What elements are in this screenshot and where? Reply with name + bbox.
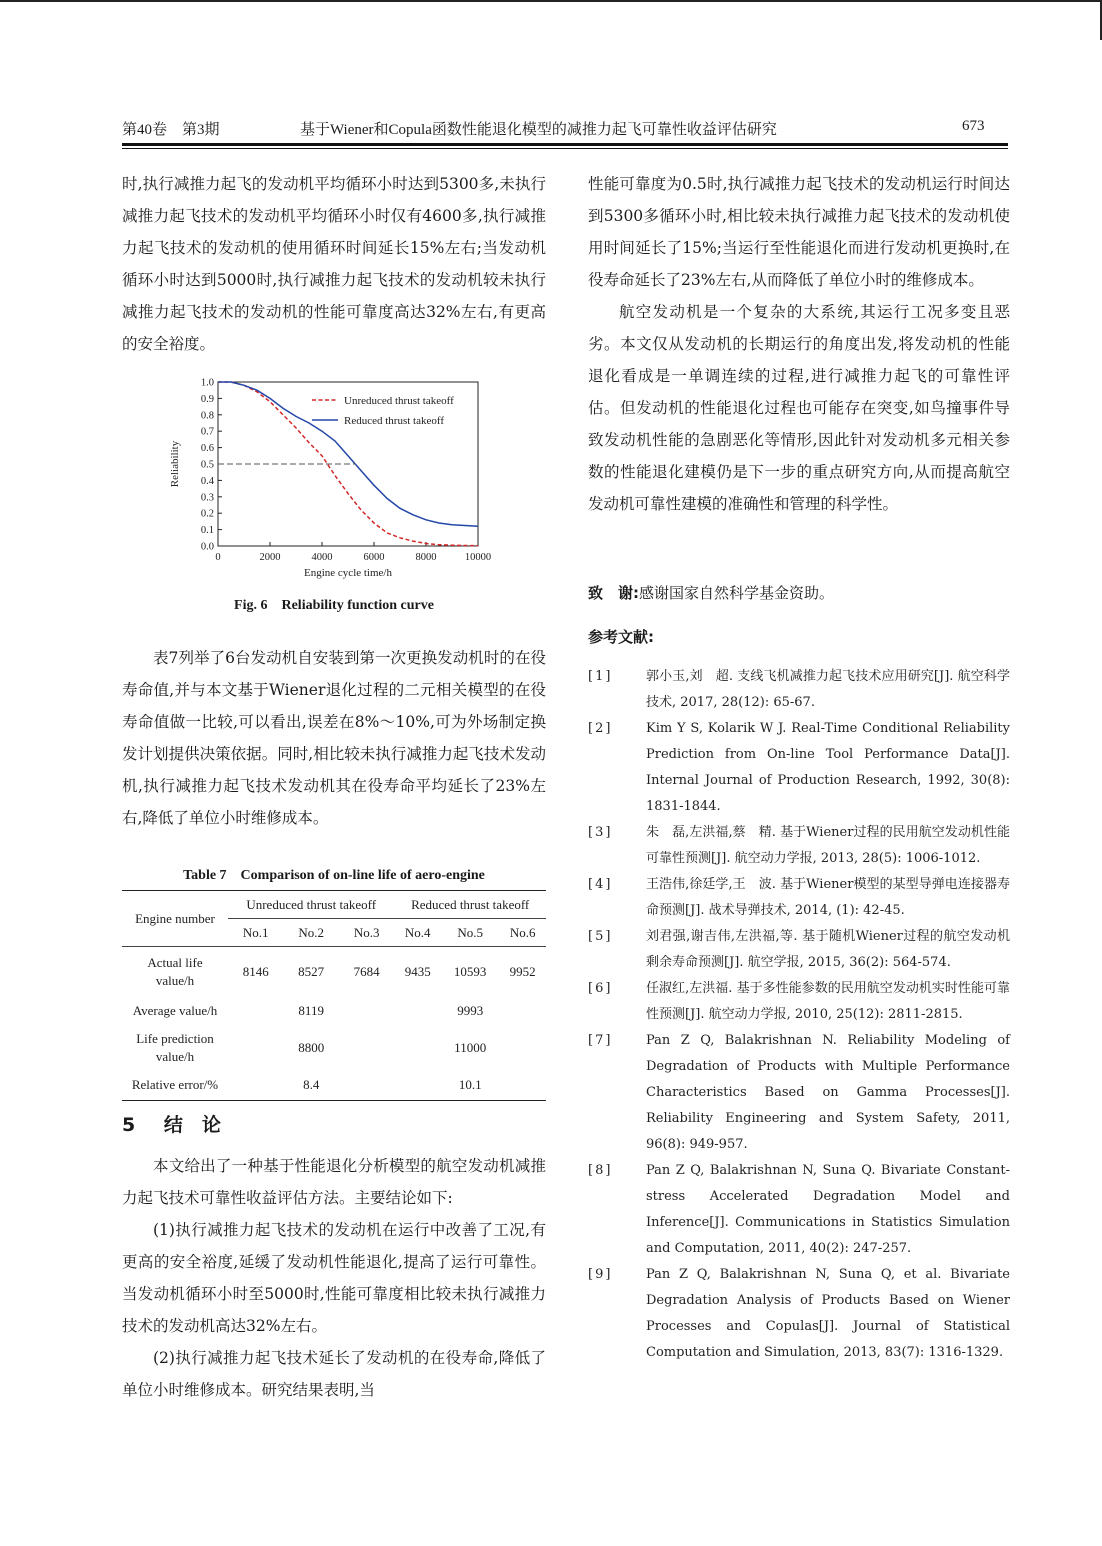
- row-label-line: value/h: [155, 972, 195, 988]
- legend-label: Reduced thrust takeoff: [344, 415, 444, 427]
- reference-number: [8]: [588, 1163, 613, 1178]
- y-tick-label: 0.0: [200, 541, 214, 553]
- y-tick-label: 1.0: [200, 377, 214, 389]
- table-caption: Table 7 Comparison of on-line life of aero-engine: [183, 868, 485, 883]
- table-cell: 10593: [453, 963, 487, 979]
- table-cell: 8119: [298, 1002, 324, 1018]
- row-label-line: Life prediction: [136, 1030, 214, 1046]
- x-tick-label: 0: [215, 552, 221, 563]
- y-tick-label: 0.2: [200, 508, 214, 520]
- table-header-engine-number: Engine number: [135, 910, 215, 926]
- y-tick-label: 0.1: [200, 525, 214, 537]
- reference-item: [588, 872, 1010, 924]
- reference-item: [588, 1028, 1010, 1158]
- y-tick-label: 0.9: [200, 393, 214, 405]
- y-tick-label: 0.5: [200, 459, 214, 471]
- table-col-header: No.4: [404, 924, 431, 940]
- table-col-header: No.2: [298, 924, 324, 940]
- left-paragraph-bottom: [122, 1150, 546, 1406]
- section-title: 结 论: [163, 1114, 221, 1136]
- header-volume: 第40卷 第3期: [122, 122, 220, 138]
- reference-item: [588, 976, 1010, 1028]
- reference-text: Pan Z Q, Balakrishnan N, Suna Q, et al. Bivariate Degradation Analysis of Products Based on Wiener Processes and Copulas[J]. Journal of Statistical Computation and Simulation, 2013, 83(7): 1316-1329.: [646, 1267, 1010, 1360]
- reference-text: 任淑红,左洪福. 基于多性能参数的民用航空发动机实时性能可靠性预测[J]. 航空动力学报, 2010, 25(12): 2811-2815.: [646, 981, 1010, 1022]
- header-rule-thick: [122, 143, 1008, 146]
- y-tick-label: 0.8: [200, 410, 214, 422]
- reference-item: [588, 820, 1010, 872]
- table-cell: 8800: [298, 1039, 325, 1055]
- y-tick-label: 0.7: [200, 426, 214, 438]
- table-col-header: No.1: [242, 924, 269, 940]
- row-label-line: Actual life: [147, 954, 203, 970]
- reference-list: [588, 664, 1010, 1366]
- ack-text: 感谢国家自然科学基金资助。: [639, 584, 835, 602]
- y-tick-label: 0.4: [200, 475, 214, 487]
- header-rule-thin: [122, 148, 1008, 149]
- reference-text: 朱 磊,左洪福,蔡 精. 基于Wiener过程的民用航空发动机性能可靠性预测[J]. 航空动力学报, 2013, 28(5): 1006-1012.: [646, 825, 1010, 866]
- figure-caption: Fig. 6 Reliability function curve: [234, 598, 434, 613]
- reference-text: Pan Z Q, Balakrishnan N. Reliability Modeling of Degradation of Products with Multiple Performance Characteristics Based on Gamma Processes[J]. Reliability Engineering and System Safety, 2011, 96(8): 949-957.: [646, 1033, 1010, 1152]
- header-title: 基于Wiener和Copula函数性能退化模型的减推力起飞可靠性收益评估研究: [300, 122, 777, 138]
- table-header-group-unreduced: Unreduced thrust takeoff: [228, 891, 394, 919]
- reference-item: [588, 924, 1010, 976]
- header-page-number: 673: [962, 118, 985, 134]
- table-cell: 11000: [454, 1039, 487, 1055]
- right-paragraph-2: 航空发动机是一个复杂的大系统,其运行工况多变且恶劣。本文仅从发动机的长期运行的角度出发,将发动机的性能退化看成是一单调连续的过程,进行减推力起飞的可靠性评估。但发动机的性能退化过程也可能存在突变,如鸟撞事件导致发动机性能的急剧恶化等情形,因此针对发动机多元相关参数的性能退化建模仍是下一步的重点研究方向,从而提高航空发动机可靠性建模的准确性和管理的科学性。: [588, 303, 1010, 513]
- reference-text: 王浩伟,徐廷学,王 波. 基于Wiener模型的某型导弹电连接器寿命预测[J]. 战术导弹技术, 2014, (1): 42-45.: [646, 877, 1010, 918]
- reference-number: [3]: [588, 825, 613, 840]
- conclusion-point-2: (2)执行减推力起飞技术延长了发动机的在役寿命,降低了单位小时维修成本。研究结果表明,当: [122, 1349, 546, 1399]
- right-paragraphs: [588, 168, 1010, 520]
- section-number: 5: [122, 1114, 136, 1136]
- left-paragraph-top: 时,执行减推力起飞的发动机平均循环小时达到5300多,未执行减推力起飞技术的发动机平均循环小时仅有4600多,执行减推力起飞技术的发动机的使用循环时间延长15%左右;当发动机循环小时达到5000时,执行减推力起飞技术的发动机较未执行减推力起飞技术的发动机的性能可靠度高达32%左右,有更高的安全裕度。: [122, 175, 546, 353]
- table-row-label: Relative error/%: [131, 1077, 219, 1093]
- reference-number: [5]: [588, 929, 613, 944]
- y-tick-label: 0.3: [200, 492, 214, 504]
- reference-number: [6]: [588, 981, 613, 996]
- table-col-header: No.5: [457, 924, 483, 940]
- references-title: 参考文献:: [588, 628, 654, 646]
- table-cell: 9952: [509, 963, 536, 979]
- x-tick-label: 6000: [363, 552, 385, 563]
- legend-label: Unreduced thrust takeoff: [344, 395, 454, 407]
- x-tick-label: 2000: [259, 552, 281, 563]
- reference-text: Kim Y S, Kolarik W J. Real-Time Conditional Reliability Prediction from On-line Tool Performance Data[J]. Internal Journal of Production Research, 1992, 30(8): 1831-1844.: [646, 721, 1010, 814]
- right-paragraph-1: 性能可靠度为0.5时,执行减推力起飞技术的发动机运行时间达到5300多循环小时,相比较未执行减推力起飞技术的发动机使用时间延长了15%;当运行至性能退化而进行发动机更换时,在役寿命延长了23%左右,从而降低了单位小时的维修成本。: [588, 175, 1010, 289]
- reference-item: [588, 1262, 1010, 1366]
- table-cell: 10.1: [458, 1077, 482, 1093]
- table-7: [122, 890, 546, 1101]
- y-axis-label: Reliability: [169, 440, 181, 488]
- table-header-group-reduced: Reduced thrust takeoff: [394, 891, 546, 919]
- left-paragraph-middle: 表7列举了6台发动机自安装到第一次更换发动机时的在役寿命值,并与本文基于Wiener退化过程的二元相关模型的在役寿命值做一比较,可以看出,误差在8%～10%,可为外场制定换发计划提供决策依据。同时,相比较未执行减推力起飞技术发动机,执行减推力起飞技术发动机其在役寿命平均延长了23%左右,降低了单位小时维修成本。: [122, 649, 546, 827]
- y-tick-label: 0.6: [200, 443, 214, 455]
- table-cell: 9435: [404, 963, 431, 979]
- reference-number: [2]: [588, 721, 613, 736]
- acknowledgement: [588, 582, 834, 603]
- reference-number: [1]: [588, 669, 613, 684]
- conclusion-intro: 本文给出了一种基于性能退化分析模型的航空发动机减推力起飞技术可靠性收益评估方法。主要结论如下:: [122, 1157, 546, 1207]
- reference-text: 刘君强,谢吉伟,左洪福,等. 基于随机Wiener过程的航空发动机剩余寿命预测[J]. 航空学报, 2015, 36(2): 564-574.: [646, 929, 1010, 970]
- table-col-header: No.3: [353, 924, 380, 940]
- reference-item: [588, 716, 1010, 820]
- reference-number: [9]: [588, 1267, 613, 1282]
- reference-item: [588, 664, 1010, 716]
- table-row-label: [122, 1025, 228, 1071]
- row-label-line: value/h: [155, 1048, 195, 1064]
- reliability-chart: [160, 372, 510, 590]
- table-row-label: Average value/h: [132, 1002, 218, 1018]
- table-cell: 8146: [242, 963, 269, 979]
- reference-number: [4]: [588, 877, 613, 892]
- table-cell: 7684: [353, 963, 380, 979]
- table-col-header: No.6: [509, 924, 536, 940]
- reference-text: Pan Z Q, Balakrishnan N, Suna Q. Bivariate Constant-stress Accelerated Degradation Model and Inference[J]. Communications in Statistics Simulation and Computation, 2011, 40(2): 247-257.: [646, 1163, 1010, 1256]
- table-cell: 8.4: [303, 1077, 320, 1093]
- figure-6: [160, 372, 510, 590]
- reference-text: 郭小玉,刘 超. 支线飞机减推力起飞技术应用研究[J]. 航空科学技术, 2017, 28(12): 65-67.: [646, 669, 1010, 710]
- reference-item: [588, 1158, 1010, 1262]
- ack-label: 致 谢:: [588, 584, 639, 602]
- x-axis-label: Engine cycle time/h: [304, 567, 392, 579]
- crop-mark-top: [0, 0, 1102, 2]
- table-row-label: [122, 947, 228, 997]
- section-heading: [122, 1110, 221, 1137]
- table-cell: 9993: [457, 1002, 484, 1018]
- x-tick-label: 10000: [464, 552, 492, 563]
- reference-number: [7]: [588, 1033, 613, 1048]
- conclusion-point-1: (1)执行减推力起飞技术的发动机在运行中改善了工况,有更高的安全裕度,延缓了发动机性能退化,提高了运行可靠性。当发动机循环小时至5000时,性能可靠度相比较未执行减推力技术的发动机高达32%左右。: [122, 1221, 546, 1335]
- table-cell: 8527: [298, 963, 325, 979]
- x-tick-label: 8000: [415, 552, 437, 563]
- x-tick-label: 4000: [311, 552, 333, 563]
